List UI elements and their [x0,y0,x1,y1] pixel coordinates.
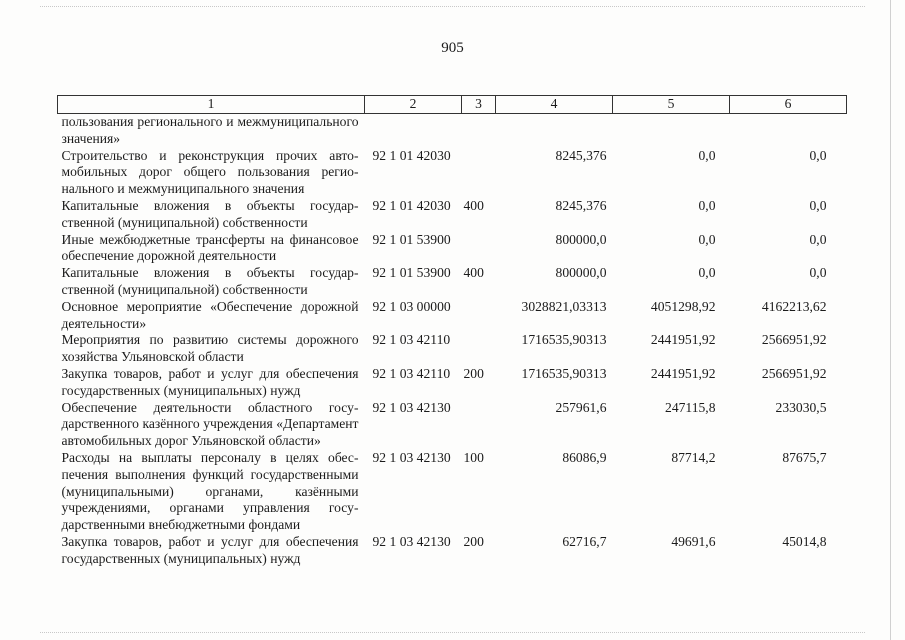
row-vr [462,114,496,148]
table-row [58,400,847,450]
scan-artifact-bottom [40,632,865,634]
row-name: Расходы на выплаты персоналу в целях обеспечения выполнения функций государственными (муниципальными) органами, казёнными учреждениями, органами управления государственными внебюджетными фондами [61,449,359,533]
row-code: 92 1 03 00000 [372,298,451,314]
row-value-1: 800000,0 [555,231,607,247]
row-value-2: 0,0 [698,265,716,281]
page-edge [890,0,891,640]
row-code: 92 1 03 42110 [372,332,451,348]
row-vr [462,148,496,198]
row-vr [462,232,496,266]
scan-artifact-top [40,6,865,8]
row-value-3: 0,0 [809,147,827,163]
header-col-2: 2 [365,96,462,114]
table-row [58,450,847,534]
row-value-2: 2441951,92 [650,332,716,348]
table-row [58,299,847,333]
row-vr [462,400,496,450]
row-value-1 [496,114,613,148]
row-name: Закупка товаров, работ и услуг для обеспечения государственных (муниципальных) нужд [61,533,359,566]
row-value-3: 2566951,92 [761,365,827,381]
row-value-1: 1716535,90313 [521,365,607,381]
table-row [58,198,847,232]
row-value-2: 247115,8 [665,399,716,415]
table-row [58,148,847,198]
row-code: 92 1 03 42110 [372,365,451,381]
row-value-3: 87675,7 [782,449,827,465]
row-value-3 [730,114,847,148]
row-name: Обеспечение деятельности областного государственного казённого учреждения «Департамент автомобильных дорог Ульяновской области» [61,399,359,449]
row-value-2: 2441951,92 [650,365,716,381]
row-code: 92 1 03 42130 [372,449,451,465]
row-value-3: 0,0 [809,197,827,213]
row-value-1: 257961,6 [555,399,607,415]
row-vr: 200 [463,365,484,381]
row-name: пользования регионального и межмуниципального значения» [61,114,359,146]
row-code: 92 1 01 53900 [372,265,451,281]
row-value-1: 1716535,90313 [521,332,607,348]
row-name: Мероприятия по развитию системы дорожного хозяйства Ульяновской области [61,332,359,365]
row-value-2: 0,0 [698,147,716,163]
row-value-3: 0,0 [809,231,827,247]
row-value-1: 8245,376 [555,147,607,163]
row-name: Иные межбюджетные трансферты на финансовое обеспечение дорожной деятельности [61,231,359,264]
row-code [365,114,462,148]
header-col-3: 3 [462,96,496,114]
row-value-3: 45014,8 [782,533,827,549]
row-code: 92 1 01 53900 [372,231,451,247]
row-value-2: 49691,6 [671,533,716,549]
row-value-1: 3028821,03313 [521,298,607,314]
row-name: Строительство и реконструкция прочих автомобильных дорог общего пользования регионального и межмуниципального значения [61,147,359,197]
header-row [58,96,847,114]
table-row [58,265,847,299]
row-vr [462,299,496,333]
row-value-1: 8245,376 [555,197,607,213]
row-code: 92 1 01 42030 [372,147,451,163]
row-value-2: 4051298,92 [650,298,716,314]
table-row [58,332,847,366]
row-value-2: 0,0 [698,231,716,247]
row-vr: 400 [463,197,484,213]
table-row [58,534,847,568]
row-code: 92 1 01 42030 [372,197,451,213]
row-vr: 400 [463,265,484,281]
header-col-6: 6 [730,96,847,114]
row-value-1: 86086,9 [562,449,607,465]
row-name: Капитальные вложения в объекты государственной (муниципальной) собственности [61,265,359,297]
row-value-2 [613,114,730,148]
page-number: 905 [441,40,464,56]
row-code: 92 1 03 42130 [372,533,451,549]
budget-table [57,95,847,568]
row-value-3: 233030,5 [775,399,827,415]
row-vr: 100 [463,449,484,465]
row-value-3: 2566951,92 [761,332,827,348]
row-value-1: 62716,7 [562,533,607,549]
row-name: Закупка товаров, работ и услуг для обеспечения государственных (муниципальных) нужд [61,365,359,398]
table-row [58,114,847,148]
header-col-4: 4 [496,96,613,114]
row-value-2: 0,0 [698,197,716,213]
row-vr [462,332,496,366]
row-value-2: 87714,2 [671,449,716,465]
row-name: Основное мероприятие «Обеспечение дорожной деятельности» [61,298,359,331]
header-col-1: 1 [58,96,365,114]
header-col-5: 5 [613,96,730,114]
row-code: 92 1 03 42130 [372,399,451,415]
table-row [58,232,847,266]
row-value-1: 800000,0 [555,265,607,281]
row-name: Капитальные вложения в объекты государственной (муниципальной) собственности [61,197,359,230]
row-vr: 200 [463,533,484,549]
table-row [58,366,847,400]
row-value-3: 0,0 [809,265,827,281]
row-value-3: 4162213,62 [761,298,827,314]
